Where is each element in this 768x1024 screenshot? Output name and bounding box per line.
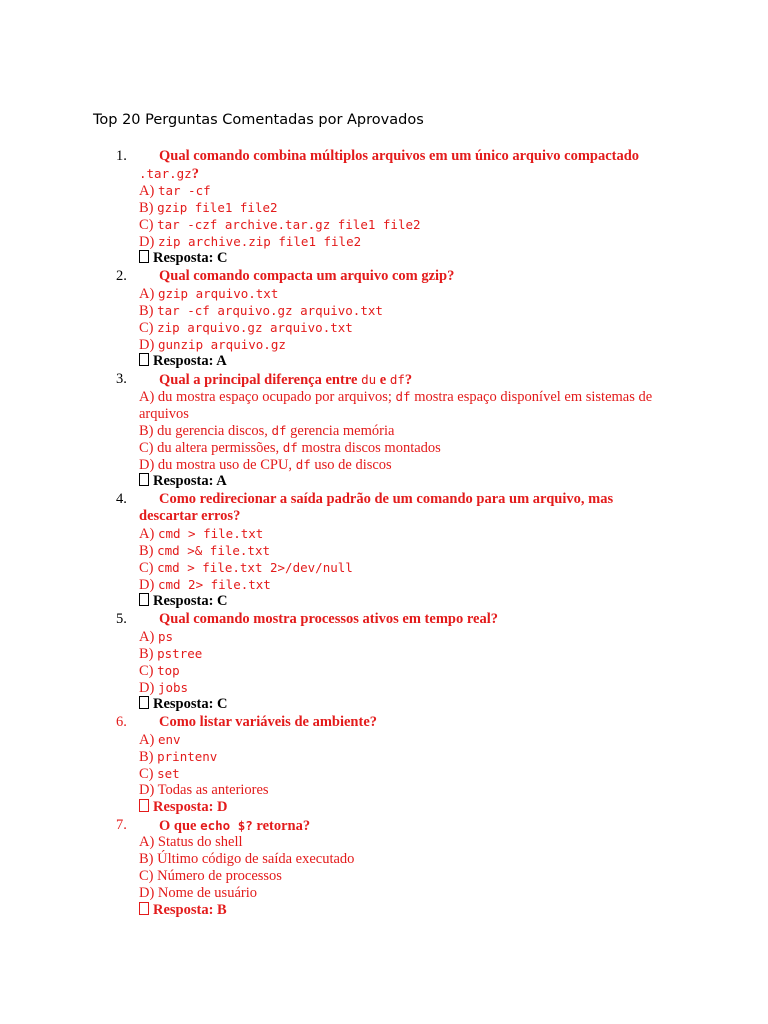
option-b	[139, 422, 679, 440]
code-snippet: pstree	[157, 646, 203, 661]
option-c	[139, 765, 679, 783]
option-label: D)	[139, 577, 158, 593]
question-number: 4.	[116, 491, 127, 507]
option-label: A)	[139, 183, 158, 199]
question-text-part: Qual comando combina múltiplos arquivos em um único arquivo compactado	[159, 148, 640, 164]
option-label: B)	[139, 543, 158, 559]
answer-text: Resposta: C	[153, 593, 228, 609]
option-label: A)	[139, 732, 158, 748]
option-label: B)	[139, 646, 158, 662]
question-text	[159, 371, 679, 389]
option-b	[139, 645, 679, 663]
code-snippet: .tar.gz	[139, 166, 192, 181]
page-title: Top 20 Perguntas Comentadas por Aprovados	[93, 112, 424, 128]
option-c	[139, 216, 679, 234]
option-c	[139, 559, 679, 577]
option-text: gerencia memória	[286, 423, 395, 439]
option-label: C)	[139, 320, 158, 336]
question-text-part: e	[376, 372, 390, 388]
option-a	[139, 182, 679, 200]
answer-line	[139, 353, 227, 370]
checkbox-icon	[139, 902, 149, 915]
answer-text: Resposta: A	[153, 353, 227, 369]
answer-text: Resposta: C	[153, 696, 228, 712]
option-a	[139, 731, 679, 749]
option-label: D) Todas as anteriores	[139, 782, 269, 798]
option-c	[139, 662, 679, 680]
code-snippet: gzip arquivo.txt	[157, 286, 279, 301]
question-number: 5.	[116, 611, 127, 627]
option-text: mostra discos montados	[297, 440, 441, 456]
option-label: C) du altera permissões,	[139, 440, 283, 456]
question-text: Como redirecionar a saída padrão de um comando para um arquivo, mas descartar erros?	[139, 491, 614, 524]
question-number: 7.	[116, 817, 127, 833]
option-d	[139, 336, 679, 354]
answer-line	[139, 473, 227, 490]
option-label: C)	[139, 663, 158, 679]
code-snippet: cmd >& file.txt	[157, 543, 271, 558]
question-text-part: retorna?	[252, 818, 311, 834]
checkbox-icon	[139, 593, 149, 606]
answer-text: Resposta: A	[153, 473, 227, 489]
code-snippet: tar -czf archive.tar.gz file1 file2	[157, 217, 421, 232]
option-d	[139, 885, 679, 902]
answer-text: Resposta: D	[153, 799, 228, 815]
question-number: 3.	[116, 371, 127, 387]
answer-line	[139, 250, 228, 267]
question-text-part: ?	[404, 372, 413, 388]
option-a	[139, 388, 679, 423]
code-snippet: df	[389, 372, 405, 387]
code-snippet: env	[157, 732, 181, 747]
option-b	[139, 748, 679, 766]
option-label: C)	[139, 217, 158, 233]
answer-line	[139, 799, 228, 816]
question-number: 6.	[116, 714, 127, 730]
question-text: Qual comando compacta um arquivo com gzip?	[159, 268, 455, 284]
option-label: C) Número de processos	[139, 868, 282, 884]
code-snippet: gunzip arquivo.gz	[157, 337, 286, 352]
option-a	[139, 628, 679, 646]
question-text-part: Qual a principal diferença entre	[159, 372, 362, 388]
option-d	[139, 576, 679, 594]
code-snippet: tar -cf	[157, 183, 211, 198]
checkbox-icon	[139, 696, 149, 709]
code-snippet: zip arquivo.gz arquivo.txt	[157, 320, 353, 335]
answer-line	[139, 696, 228, 713]
code-snippet: zip archive.zip file1 file2	[157, 234, 362, 249]
option-label: D) Nome de usuário	[139, 885, 257, 901]
option-label: B) du gerencia discos,	[139, 423, 272, 439]
code-snippet: cmd > file.txt 2>/dev/null	[157, 560, 353, 575]
option-b	[139, 851, 679, 868]
answer-text: Resposta: C	[153, 250, 228, 266]
option-label: C)	[139, 560, 158, 576]
code-snippet: printenv	[157, 749, 218, 764]
option-c	[139, 319, 679, 337]
option-label: A) du mostra espaço ocupado por arquivos;	[139, 389, 396, 405]
checkbox-icon	[139, 473, 149, 486]
question-text: Como listar variáveis de ambiente?	[159, 714, 378, 730]
code-snippet: top	[157, 663, 180, 678]
question-text	[159, 817, 679, 835]
option-label: D)	[139, 337, 158, 353]
option-b	[139, 302, 679, 320]
option-label: B)	[139, 749, 158, 765]
option-label: D) du mostra uso de CPU,	[139, 457, 296, 473]
question-text: Qual comando mostra processos ativos em tempo real?	[159, 611, 498, 627]
code-snippet: set	[157, 766, 180, 781]
option-b	[139, 542, 679, 560]
code-snippet: df	[295, 457, 311, 472]
option-text: uso de discos	[310, 457, 392, 473]
option-c	[139, 439, 679, 457]
option-label: B)	[139, 303, 158, 319]
option-d	[139, 679, 679, 697]
option-label: A)	[139, 629, 158, 645]
code-snippet: cmd > file.txt	[157, 526, 264, 541]
option-d	[139, 456, 679, 474]
option-text: mostra espaço disponível em sistemas de arquivos	[139, 389, 653, 422]
option-a	[139, 525, 679, 543]
option-label: A)	[139, 286, 158, 302]
checkbox-icon	[139, 799, 149, 812]
checkbox-icon	[139, 250, 149, 263]
option-label: C)	[139, 766, 158, 782]
option-a	[139, 285, 679, 303]
code-snippet: jobs	[157, 680, 189, 695]
option-b	[139, 199, 679, 217]
option-label: A) Status do shell	[139, 834, 243, 850]
code-snippet: ps	[157, 629, 173, 644]
code-snippet: echo $?	[200, 818, 253, 833]
code-snippet: gzip file1 file2	[157, 200, 278, 215]
question-text	[139, 148, 659, 183]
question-number: 1.	[116, 148, 127, 164]
option-c	[139, 868, 679, 885]
answer-line	[139, 593, 228, 610]
option-d	[139, 233, 679, 251]
option-label: D)	[139, 680, 158, 696]
answer-line	[139, 902, 227, 919]
question-text-part: O que	[159, 818, 201, 834]
code-snippet: tar -cf arquivo.gz arquivo.txt	[157, 303, 383, 318]
option-label: D)	[139, 234, 158, 250]
option-label: B)	[139, 200, 158, 216]
answer-text: Resposta: B	[153, 902, 227, 918]
option-label: B) Último código de saída executado	[139, 851, 355, 867]
option-label: A)	[139, 526, 158, 542]
code-snippet: df	[282, 440, 298, 455]
code-snippet: df	[395, 389, 411, 404]
question-text-part: ?	[191, 166, 199, 182]
code-snippet: df	[271, 423, 287, 438]
code-snippet: du	[361, 372, 377, 387]
option-a	[139, 834, 679, 851]
code-snippet: cmd 2> file.txt	[157, 577, 271, 592]
checkbox-icon	[139, 353, 149, 366]
option-d	[139, 782, 679, 799]
question-number: 2.	[116, 268, 127, 284]
